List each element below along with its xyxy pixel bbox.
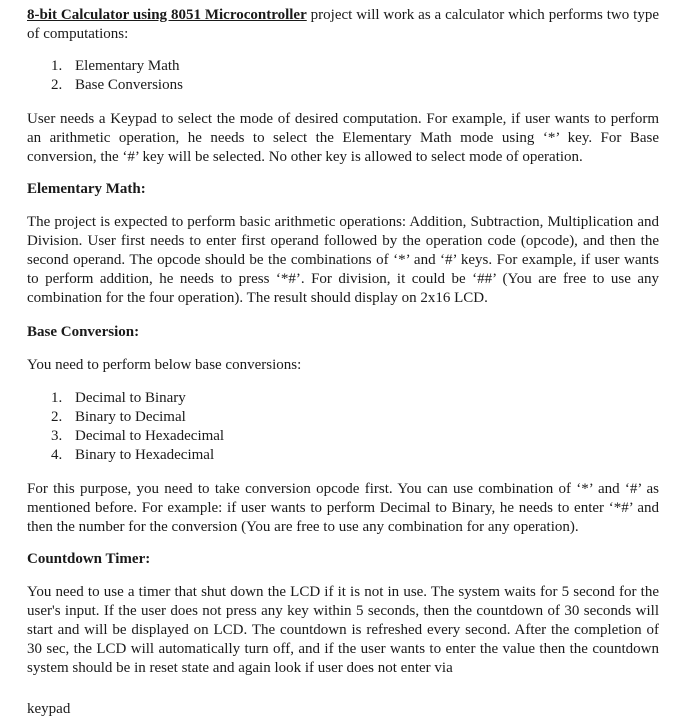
conversion-purpose-paragraph: For this purpose, you need to take conversion opcode first. You can use combination of ‘*’ and ‘#’ as mentioned before. For example: if user wants to perform Decimal to Binary, he needs to enter ‘*#’ and then the number for the conversion (You are free to use any combination for any operation). bbox=[27, 481, 659, 535]
document-page bbox=[27, 6, 659, 678]
cut-off-line: keypad bbox=[27, 701, 71, 717]
computation-list bbox=[27, 57, 659, 95]
list-item: 2. Base Conversions bbox=[51, 77, 183, 93]
list-item: 3. Decimal to Hexadecimal bbox=[51, 428, 225, 444]
intro-paragraph bbox=[27, 6, 659, 44]
list-item: 4. Binary to Hexadecimal bbox=[51, 447, 215, 463]
conversion-list bbox=[27, 389, 659, 465]
project-title: 8-bit Calculator using 8051 Microcontroller bbox=[27, 7, 307, 23]
countdown-timer-heading: Countdown Timer: bbox=[27, 551, 151, 567]
elementary-math-heading: Elementary Math: bbox=[27, 181, 146, 197]
mode-paragraph: User needs a Keypad to select the mode of desired computation. For example, if user wants to perform an arithmetic operation, he needs to select the Elementary Math mode using ‘*’ key. For Base conversion, the ‘#’ key will be selected. No other key is allowed to select mode of operation. bbox=[27, 111, 659, 165]
countdown-timer-paragraph: You need to use a timer that shut down the LCD if it is not in use. The system waits for 5 second for the user's input. If the user does not press any key within 5 seconds, then the countdown of 30 seconds will start and will be displayed on LCD. The countdown is refreshed every second. After the completion of 30 sec, the LCD will automatically turn off, and if the user wants to enter the value then the countdown system should be in reset state and again look if user does not enter via bbox=[27, 584, 659, 676]
base-conversion-heading: Base Conversion: bbox=[27, 324, 140, 340]
base-conversion-intro: You need to perform below base conversions: bbox=[27, 357, 302, 373]
elementary-math-paragraph: The project is expected to perform basic arithmetic operations: Addition, Subtraction, Multiplication and Division. User first needs to enter first operand followed by the operation code (opcode), and then the second operand. The opcode should be the combinations of ‘*’ and ‘#’ keys. For example, if user wants to perform addition, he needs to press ‘*#’. For division, it could be ‘##’ (You are free to use any combination for the four operation). The result should display on 2x16 LCD. bbox=[27, 214, 659, 306]
list-item: 2. Binary to Decimal bbox=[51, 409, 186, 425]
list-item: 1. Elementary Math bbox=[51, 58, 180, 74]
list-item: 1. Decimal to Binary bbox=[51, 390, 186, 406]
intro-text: project will work as a calculator which performs two type of computations: bbox=[27, 7, 659, 42]
